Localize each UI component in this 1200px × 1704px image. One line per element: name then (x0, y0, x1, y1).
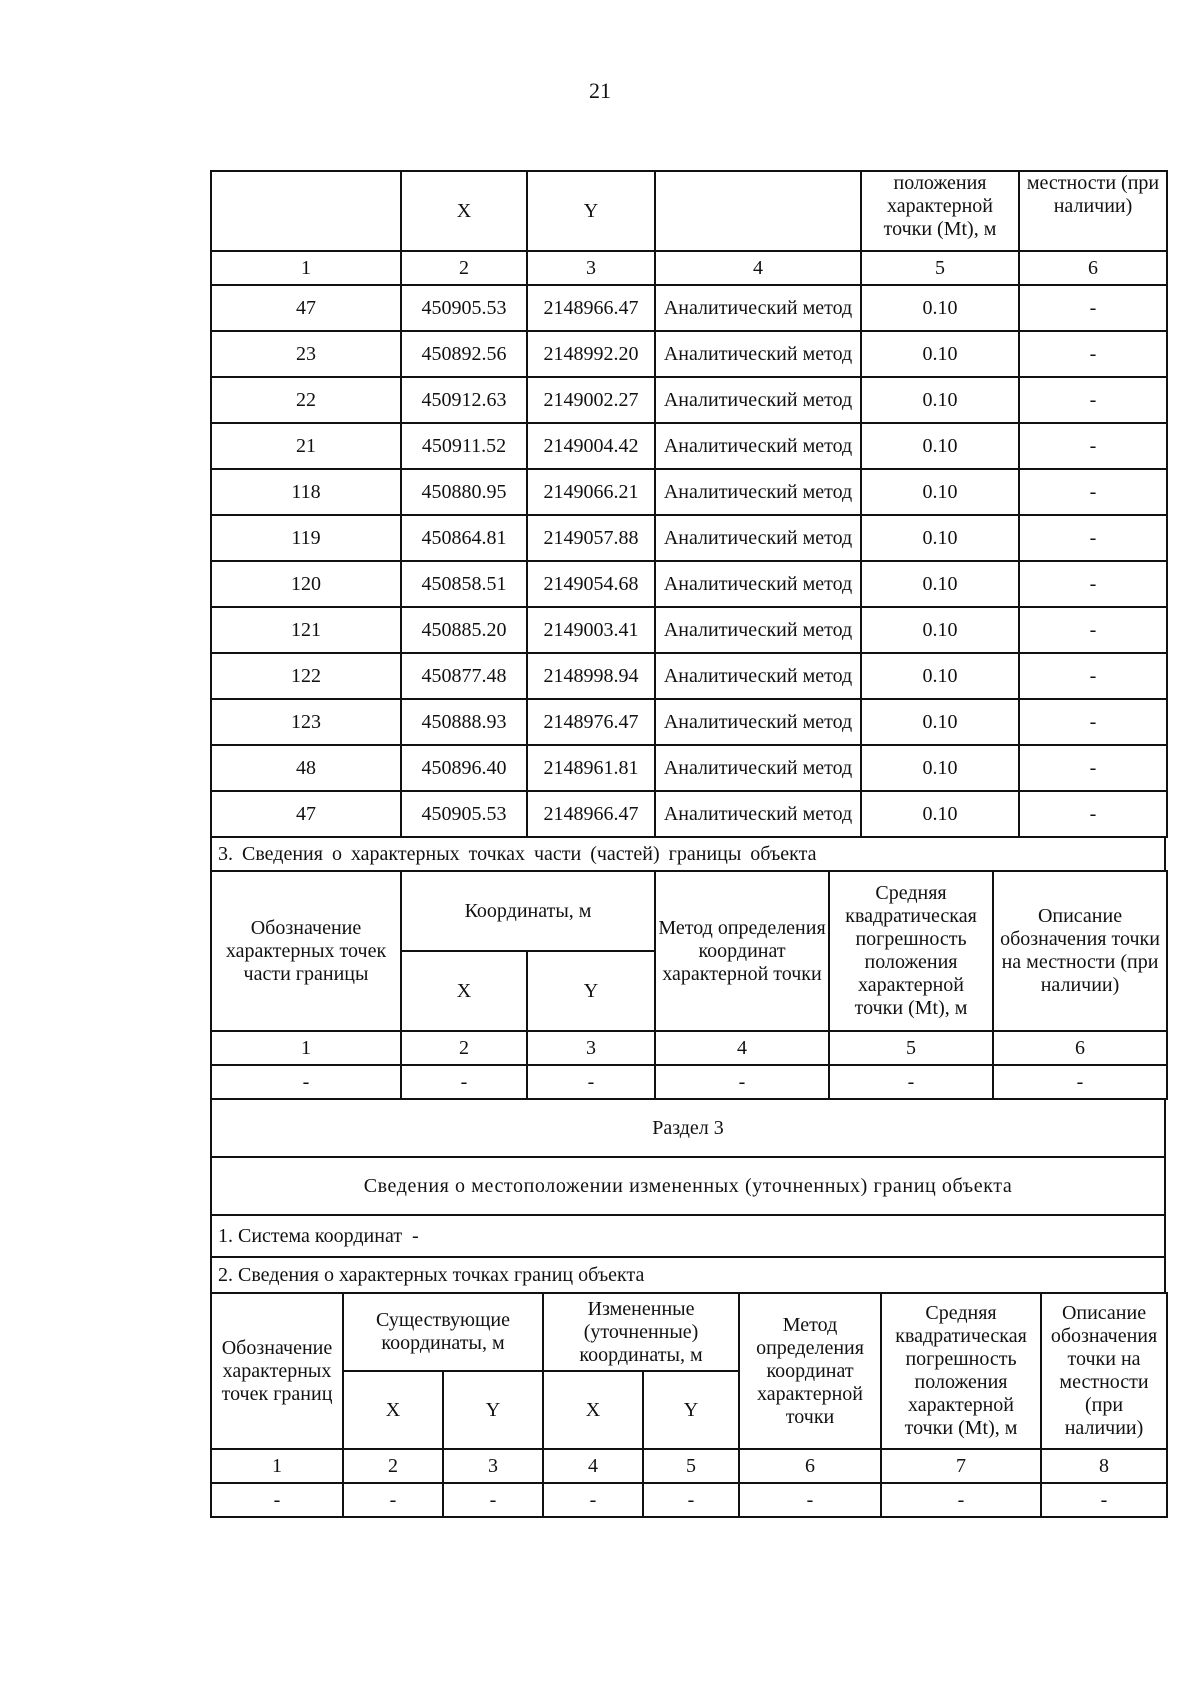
column-number: 4 (655, 251, 861, 285)
y-coordinate: 2149057.88 (527, 515, 655, 561)
accuracy-value: 0.10 (861, 285, 1019, 331)
changed-header-existing: Существующие координаты, м (343, 1293, 543, 1371)
point-number: 22 (211, 377, 401, 423)
column-number: 1 (211, 251, 401, 285)
razdel3-subtitle: Сведения о местоположении измененных (уточненных) границ объекта (211, 1157, 1165, 1215)
changed-column-number-row (211, 1449, 1167, 1483)
parts-header-row (211, 871, 1167, 951)
boundary-points-table (210, 170, 1168, 838)
point-number: 118 (211, 469, 401, 515)
changed-header-existing-y: Y (443, 1371, 543, 1449)
changed-boundaries-table (210, 1292, 1168, 1518)
column-number: 4 (655, 1031, 829, 1065)
changed-header-accuracy: Средняя квадратическая погрешность положения характерной точки (Mt), м (881, 1293, 1041, 1449)
header-cell-empty (655, 171, 861, 251)
column-number: 2 (343, 1449, 443, 1483)
table-cell: - (829, 1065, 993, 1099)
description: - (1019, 515, 1167, 561)
point-number: 122 (211, 653, 401, 699)
razdel3-heading-table (210, 1098, 1166, 1294)
parts-header-accuracy: Средняя квадратическая погрешность положения характерной точки (Mt), м (829, 871, 993, 1031)
parts-header-description: Описание обозначения точки на местности (при наличии) (993, 871, 1167, 1031)
x-coordinate: 450912.63 (401, 377, 527, 423)
table-row (211, 331, 1167, 377)
y-coordinate: 2149004.42 (527, 423, 655, 469)
x-coordinate: 450892.56 (401, 331, 527, 377)
method: Аналитический метод (655, 791, 861, 837)
method: Аналитический метод (655, 469, 861, 515)
column-number: 2 (401, 1031, 527, 1065)
parts-header-coordinates: Координаты, м (401, 871, 655, 951)
column-number: 6 (739, 1449, 881, 1483)
y-coordinate: 2148976.47 (527, 699, 655, 745)
table-cell: - (401, 1065, 527, 1099)
description: - (1019, 469, 1167, 515)
parts-section-heading: 3. Сведения о характерных точках части (частей) границы объекта (211, 837, 1165, 871)
parts-heading-table (210, 836, 1166, 872)
header-x: X (401, 171, 527, 251)
y-coordinate: 2149066.21 (527, 469, 655, 515)
document-body (210, 172, 1166, 1518)
description: - (1019, 791, 1167, 837)
table-cell: - (739, 1483, 881, 1517)
parts-points-table (210, 870, 1168, 1100)
column-number: 3 (527, 251, 655, 285)
column-number: 7 (881, 1449, 1041, 1483)
point-number: 47 (211, 285, 401, 331)
changed-header-description: Описание обозначения точки на местности (при наличии) (1041, 1293, 1167, 1449)
x-coordinate: 450905.53 (401, 791, 527, 837)
point-number: 21 (211, 423, 401, 469)
description: - (1019, 285, 1167, 331)
y-coordinate: 2148992.20 (527, 331, 655, 377)
changed-empty-row (211, 1483, 1167, 1517)
y-coordinate: 2148966.47 (527, 791, 655, 837)
x-coordinate: 450885.20 (401, 607, 527, 653)
header-description-fragment: местности (при наличии) (1019, 171, 1167, 251)
accuracy-value: 0.10 (861, 745, 1019, 791)
accuracy-value: 0.10 (861, 561, 1019, 607)
description: - (1019, 607, 1167, 653)
accuracy-value: 0.10 (861, 607, 1019, 653)
point-number: 119 (211, 515, 401, 561)
changed-header-changed-x: X (543, 1371, 643, 1449)
y-coordinate: 2149054.68 (527, 561, 655, 607)
table-row (211, 791, 1167, 837)
parts-empty-row (211, 1065, 1167, 1099)
changed-header-changed: Измененные (уточненные) координаты, м (543, 1293, 739, 1371)
column-number: 1 (211, 1031, 401, 1065)
table-cell: - (655, 1065, 829, 1099)
page-number: 21 (589, 78, 611, 103)
parts-header-y: Y (527, 951, 655, 1031)
table-row (211, 561, 1167, 607)
method: Аналитический метод (655, 699, 861, 745)
table-cell: - (527, 1065, 655, 1099)
accuracy-value: 0.10 (861, 377, 1019, 423)
parts-column-number-row (211, 1031, 1167, 1065)
table-row (211, 285, 1167, 331)
method: Аналитический метод (655, 607, 861, 653)
table-cell: - (543, 1483, 643, 1517)
table-cell: - (211, 1483, 343, 1517)
point-number: 120 (211, 561, 401, 607)
table-row (211, 607, 1167, 653)
description: - (1019, 699, 1167, 745)
table-row (211, 653, 1167, 699)
coordinate-system-line: 1. Система координат - (211, 1215, 1165, 1257)
parts-header-point: Обозначение характерных точек части границы (211, 871, 401, 1031)
accuracy-value: 0.10 (861, 791, 1019, 837)
table-row (211, 423, 1167, 469)
accuracy-value: 0.10 (861, 469, 1019, 515)
description: - (1019, 331, 1167, 377)
x-coordinate: 450905.53 (401, 285, 527, 331)
table-cell: - (443, 1483, 543, 1517)
x-coordinate: 450880.95 (401, 469, 527, 515)
table-cell: - (643, 1483, 739, 1517)
table-row (211, 745, 1167, 791)
razdel3-title: Раздел 3 (211, 1099, 1165, 1157)
y-coordinate: 2148966.47 (527, 285, 655, 331)
header-accuracy-fragment: положения характерной точки (Mt), м (861, 171, 1019, 251)
points-heading: 2. Сведения о характерных точках границ объекта (211, 1257, 1165, 1293)
description: - (1019, 745, 1167, 791)
description: - (1019, 423, 1167, 469)
point-number: 123 (211, 699, 401, 745)
x-coordinate: 450864.81 (401, 515, 527, 561)
method: Аналитический метод (655, 377, 861, 423)
table-cell: - (343, 1483, 443, 1517)
accuracy-value: 0.10 (861, 331, 1019, 377)
table-row (211, 469, 1167, 515)
method: Аналитический метод (655, 653, 861, 699)
x-coordinate: 450888.93 (401, 699, 527, 745)
x-coordinate: 450858.51 (401, 561, 527, 607)
column-number: 3 (443, 1449, 543, 1483)
y-coordinate: 2149003.41 (527, 607, 655, 653)
column-number: 6 (993, 1031, 1167, 1065)
column-number: 4 (543, 1449, 643, 1483)
y-coordinate: 2149002.27 (527, 377, 655, 423)
method: Аналитический метод (655, 745, 861, 791)
table-row (211, 377, 1167, 423)
changed-header-changed-y: Y (643, 1371, 739, 1449)
method: Аналитический метод (655, 285, 861, 331)
table-row (211, 699, 1167, 745)
point-number: 47 (211, 791, 401, 837)
method: Аналитический метод (655, 331, 861, 377)
column-number: 8 (1041, 1449, 1167, 1483)
point-number: 23 (211, 331, 401, 377)
changed-header-existing-x: X (343, 1371, 443, 1449)
changed-header-point: Обозначение характерных точек границ (211, 1293, 343, 1449)
accuracy-value: 0.10 (861, 515, 1019, 561)
x-coordinate: 450877.48 (401, 653, 527, 699)
accuracy-value: 0.10 (861, 653, 1019, 699)
point-number: 121 (211, 607, 401, 653)
method: Аналитический метод (655, 423, 861, 469)
changed-header-method: Метод определения координат характерной точки (739, 1293, 881, 1449)
table-cell: - (993, 1065, 1167, 1099)
parts-header-method: Метод определения координат характерной точки (655, 871, 829, 1031)
column-number-row (211, 251, 1167, 285)
column-number: 1 (211, 1449, 343, 1483)
accuracy-value: 0.10 (861, 699, 1019, 745)
table-header-row (211, 171, 1167, 251)
point-number: 48 (211, 745, 401, 791)
column-number: 2 (401, 251, 527, 285)
table-cell: - (1041, 1483, 1167, 1517)
parts-header-x: X (401, 951, 527, 1031)
accuracy-value: 0.10 (861, 423, 1019, 469)
column-number: 5 (829, 1031, 993, 1065)
description: - (1019, 653, 1167, 699)
header-cell-empty (211, 171, 401, 251)
table-cell: - (211, 1065, 401, 1099)
method: Аналитический метод (655, 561, 861, 607)
y-coordinate: 2148998.94 (527, 653, 655, 699)
y-coordinate: 2148961.81 (527, 745, 655, 791)
x-coordinate: 450896.40 (401, 745, 527, 791)
column-number: 3 (527, 1031, 655, 1065)
method: Аналитический метод (655, 515, 861, 561)
changed-header-row (211, 1293, 1167, 1371)
x-coordinate: 450911.52 (401, 423, 527, 469)
column-number: 5 (861, 251, 1019, 285)
table-row (211, 515, 1167, 561)
column-number: 6 (1019, 251, 1167, 285)
column-number: 5 (643, 1449, 739, 1483)
description: - (1019, 561, 1167, 607)
table-cell: - (881, 1483, 1041, 1517)
description: - (1019, 377, 1167, 423)
header-y: Y (527, 171, 655, 251)
